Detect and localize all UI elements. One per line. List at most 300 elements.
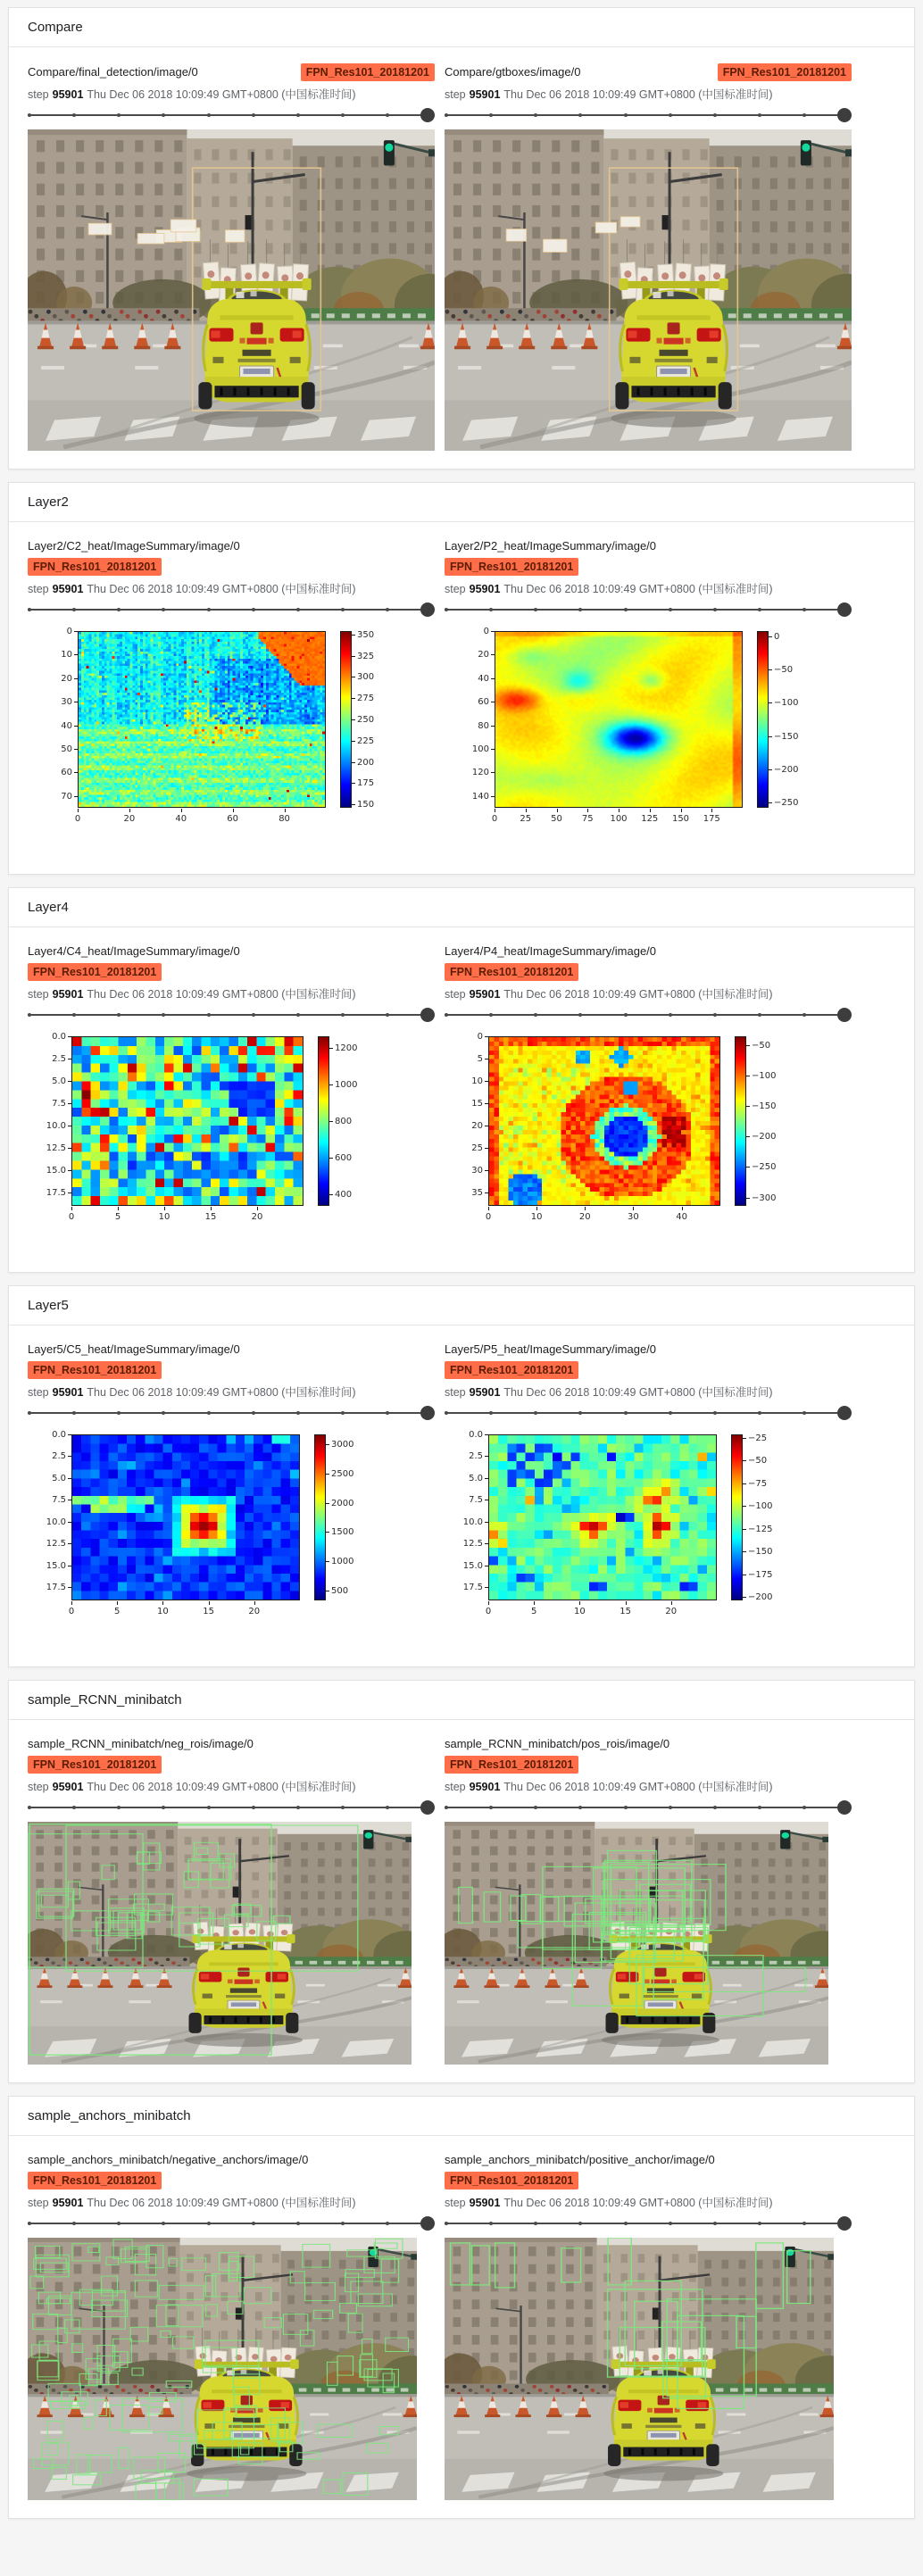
slider-tick	[802, 1806, 806, 1809]
x-axis-tick-label: 0	[485, 1607, 492, 1616]
timestamp: Thu Dec 06 2018 10:09:49 GMT+0800 (中国标准时间)	[87, 1386, 356, 1399]
slider-tick	[162, 113, 165, 117]
y-axis-tick-label: 20	[478, 650, 489, 661]
colorbar-tick	[743, 1529, 746, 1530]
section-Layer5	[8, 1285, 915, 1667]
card-title: sample_anchors_minibatch/positive_anchor/image/0	[445, 2153, 715, 2166]
y-axis-tick-label: 0	[477, 1032, 483, 1042]
slider-tick	[624, 1013, 628, 1017]
colorbar-tick-label: −175	[748, 1569, 773, 1580]
colorbar-tick-label: 200	[357, 757, 375, 768]
x-axis-tick-label: 10	[158, 1212, 170, 1222]
slider-tick	[296, 1411, 300, 1415]
colorbar-tick	[352, 762, 355, 763]
slider-tick	[802, 608, 806, 611]
colorbar-tick	[769, 736, 772, 737]
colorbar-tick-label: 175	[357, 778, 375, 789]
x-axis-tick	[78, 809, 79, 812]
step-value: 95901	[469, 88, 501, 101]
card-head	[445, 63, 852, 81]
colorbar-tick-label: 1000	[331, 1557, 354, 1567]
step-label: step	[445, 988, 466, 1001]
y-axis-tick-label: 2.5	[469, 1451, 483, 1462]
card-title: Compare/gtboxes/image/0	[445, 65, 581, 79]
colorbar-tick	[326, 1474, 329, 1475]
run-tag-badge: FPN_Res101_20181201	[301, 63, 435, 81]
slider-tick	[207, 113, 211, 117]
colorbar-tick-label: 2000	[331, 1498, 354, 1508]
x-axis-tick-label: 15	[204, 1212, 217, 1222]
y-axis-tick-label: 60	[478, 697, 489, 708]
colorbar-tick	[329, 1158, 333, 1159]
slider-tick	[162, 608, 165, 611]
slider-tick	[489, 1411, 493, 1415]
slider-tick	[624, 608, 628, 611]
card-head	[28, 1342, 435, 1379]
colorbar-tick-label: −250	[752, 1162, 777, 1173]
timestamp: Thu Dec 06 2018 10:09:49 GMT+0800 (中国标准时间)	[503, 1386, 773, 1399]
heatmap-plot	[78, 631, 326, 808]
x-axis-tick-label: 10	[530, 1212, 543, 1222]
slider-tick	[489, 1806, 493, 1809]
slider-track	[28, 1807, 428, 1808]
colorbar-tick-label: −150	[774, 731, 799, 742]
colorbar-tick-label: −50	[748, 1456, 768, 1467]
y-axis-tick-label: 10	[471, 1076, 483, 1086]
card-title: Layer2/P2_heat/ImageSummary/image/0	[445, 539, 657, 553]
slider-tick	[445, 1013, 448, 1017]
step-label: step	[28, 1781, 49, 1793]
y-axis-tick	[74, 678, 78, 679]
slider-tick	[669, 1411, 672, 1415]
colorbar-tick	[352, 635, 355, 636]
section-Layer2	[8, 482, 915, 875]
section-Layer4	[8, 887, 915, 1273]
y-axis-tick-label: 40	[478, 673, 489, 684]
x-axis-tick-label: 0	[68, 1212, 75, 1222]
slider-tick	[713, 608, 717, 611]
section-Compare	[8, 7, 915, 469]
step-label: step	[28, 88, 49, 101]
step-value: 95901	[469, 583, 501, 595]
y-axis-tick	[68, 1543, 71, 1544]
y-axis-tick-label: 10	[61, 650, 72, 661]
slider-tick	[72, 113, 76, 117]
card-head	[445, 2152, 852, 2190]
y-axis-tick	[68, 1103, 71, 1104]
slider-tick	[341, 1013, 345, 1017]
step-row	[445, 1778, 852, 1794]
slider-tick	[578, 1411, 582, 1415]
y-axis-tick	[491, 631, 495, 632]
slider-tick	[386, 1806, 389, 1809]
y-axis-tick-label: 0.0	[52, 1430, 66, 1440]
y-axis-tick	[68, 1456, 71, 1457]
step-slider[interactable]	[445, 104, 852, 126]
step-slider[interactable]	[28, 2213, 435, 2234]
slider-tick	[341, 1411, 345, 1415]
card-title: Layer4/P4_heat/ImageSummary/image/0	[445, 944, 657, 958]
slider-tick	[28, 1013, 31, 1017]
x-axis-tick	[633, 1207, 634, 1210]
slider-knob-icon[interactable]	[837, 1008, 852, 1022]
colorbar-tick-label: −50	[774, 665, 794, 676]
slider-tick	[28, 1806, 31, 1809]
colorbar-tick-label: 800	[335, 1117, 353, 1126]
x-axis-tick	[209, 1601, 210, 1605]
slider-knob-icon[interactable]	[420, 1800, 435, 1815]
y-axis-tick-label: 50	[61, 744, 72, 754]
y-axis-tick-label: 0.0	[52, 1032, 66, 1042]
slider-tick	[207, 1411, 211, 1415]
step-slider[interactable]	[28, 1004, 435, 1026]
step-row	[28, 580, 435, 596]
slider-knob-icon[interactable]	[420, 1008, 435, 1022]
section-header-Layer5[interactable]: Layer5	[9, 1286, 914, 1325]
run-tag-badge: FPN_Res101_20181201	[28, 1361, 162, 1379]
run-tag-badge: FPN_Res101_20181201	[28, 558, 162, 576]
slider-tick	[72, 1806, 76, 1809]
slider-track	[445, 609, 845, 611]
step-value: 95901	[52, 88, 84, 101]
step-slider[interactable]	[445, 1402, 852, 1424]
x-axis-tick	[117, 1601, 118, 1605]
slider-tick	[386, 1013, 389, 1017]
x-axis-tick-label: 40	[175, 814, 187, 824]
y-axis-tick	[485, 1081, 488, 1082]
slider-tick	[489, 608, 493, 611]
x-axis-tick-label: 20	[251, 1212, 263, 1222]
x-axis-tick-label: 20	[123, 814, 136, 824]
slider-track	[28, 609, 428, 611]
run-tag-badge: FPN_Res101_20181201	[718, 63, 852, 81]
section-header-Layer2[interactable]: Layer2	[9, 483, 914, 522]
slider-tick	[713, 1013, 717, 1017]
colorbar-tick-label: −100	[774, 698, 799, 709]
timestamp: Thu Dec 06 2018 10:09:49 GMT+0800 (中国标准时间)	[503, 583, 773, 595]
card-head	[445, 1342, 852, 1379]
slider-knob-icon[interactable]	[837, 108, 852, 122]
section-sample_anchors_minibatch	[8, 2096, 915, 2519]
slider-track	[445, 1807, 845, 1808]
timestamp: Thu Dec 06 2018 10:09:49 GMT+0800 (中国标准时间)	[87, 2197, 356, 2209]
slider-knob-icon[interactable]	[837, 1406, 852, 1420]
card-title: Layer5/C5_heat/ImageSummary/image/0	[28, 1342, 240, 1356]
slider-track	[28, 1412, 428, 1414]
slider-knob-icon[interactable]	[837, 602, 852, 617]
slider-tick	[713, 113, 717, 117]
step-value: 95901	[52, 583, 84, 595]
step-slider[interactable]	[28, 104, 435, 126]
street-photo	[445, 129, 852, 451]
slider-tick	[534, 1806, 537, 1809]
slider-tick	[534, 2222, 537, 2225]
step-row	[28, 985, 435, 1001]
colorbar	[731, 1434, 743, 1600]
step-value: 95901	[52, 2197, 84, 2209]
y-axis-tick	[74, 772, 78, 773]
y-axis-tick	[485, 1543, 488, 1544]
colorbar	[314, 1434, 326, 1600]
slider-tick	[758, 1411, 761, 1415]
step-slider[interactable]	[28, 1402, 435, 1424]
timestamp: Thu Dec 06 2018 10:09:49 GMT+0800 (中国标准时间)	[87, 1781, 356, 1793]
slider-tick	[296, 1806, 300, 1809]
colorbar-tick-label: 0	[774, 631, 780, 642]
card-head	[28, 2152, 435, 2190]
card-head	[28, 943, 435, 981]
colorbar-tick	[743, 1460, 746, 1461]
slider-tick	[207, 2222, 211, 2225]
card-head	[28, 1736, 435, 1774]
colorbar-tick-label: 275	[357, 694, 375, 704]
timestamp: Thu Dec 06 2018 10:09:49 GMT+0800 (中国标准时间)	[503, 988, 773, 1001]
x-axis-tick-label: 40	[676, 1212, 687, 1222]
slider-track	[445, 1412, 845, 1414]
colorbar-tick	[769, 802, 772, 803]
heatmap-plot	[495, 631, 743, 808]
street-scene-image	[28, 1822, 412, 2065]
y-axis-tick-label: 15.0	[46, 1165, 66, 1176]
slider-tick	[669, 1013, 672, 1017]
x-axis-tick	[579, 1601, 580, 1605]
timestamp: Thu Dec 06 2018 10:09:49 GMT+0800 (中国标准时间)	[87, 988, 356, 1001]
y-axis-tick	[491, 749, 495, 750]
colorbar-tick	[769, 702, 772, 703]
y-axis-tick	[485, 1170, 488, 1171]
street-scene-image	[445, 1822, 828, 2065]
slider-tick	[252, 113, 255, 117]
image-card	[445, 1342, 852, 1649]
image-card	[28, 2152, 435, 2500]
slider-tick	[117, 2222, 121, 2225]
x-axis-tick-label: 20	[665, 1607, 678, 1616]
slider-tick	[802, 1411, 806, 1415]
y-axis-tick	[485, 1587, 488, 1588]
slider-tick	[669, 2222, 672, 2225]
colorbar	[340, 631, 352, 808]
step-label: step	[28, 1386, 49, 1399]
step-value: 95901	[52, 988, 84, 1001]
card-title: Layer4/C4_heat/ImageSummary/image/0	[28, 944, 240, 958]
y-axis-tick	[485, 1036, 488, 1037]
slider-tick	[28, 2222, 31, 2225]
image-card	[28, 943, 435, 1254]
slider-knob-icon[interactable]	[420, 2216, 435, 2231]
slider-tick	[162, 1806, 165, 1809]
colorbar-tick-label: −100	[748, 1501, 773, 1512]
slider-tick	[28, 1411, 31, 1415]
slider-tick	[162, 1411, 165, 1415]
colorbar-tick	[746, 1167, 750, 1168]
colorbar-tick	[352, 656, 355, 657]
section-content	[9, 1720, 914, 2082]
timestamp: Thu Dec 06 2018 10:09:49 GMT+0800 (中国标准时间)	[87, 88, 356, 101]
y-axis-tick	[491, 772, 495, 773]
colorbar-tick	[743, 1483, 746, 1484]
section-content	[9, 927, 914, 1272]
x-axis-tick	[211, 1207, 212, 1210]
colorbar-tick-label: 2500	[331, 1468, 354, 1479]
slider-knob-icon[interactable]	[837, 1800, 852, 1815]
x-axis-tick	[164, 1207, 165, 1210]
slider-tick	[72, 2222, 76, 2225]
heatmap-figure-C5	[28, 1427, 435, 1625]
slider-tick	[534, 1013, 537, 1017]
slider-tick	[713, 2222, 717, 2225]
slider-knob-icon[interactable]	[837, 2216, 852, 2231]
slider-knob-icon[interactable]	[420, 1406, 435, 1420]
y-axis-tick-label: 12.5	[46, 1539, 66, 1550]
y-axis-tick	[491, 654, 495, 655]
section-header-Layer4[interactable]: Layer4	[9, 888, 914, 927]
step-row	[28, 1778, 435, 1794]
y-axis-tick-label: 10.0	[462, 1517, 483, 1527]
y-axis-tick-label: 7.5	[469, 1495, 483, 1506]
slider-tick	[578, 1013, 582, 1017]
card-head	[445, 538, 852, 576]
run-tag-badge: FPN_Res101_20181201	[28, 2172, 162, 2190]
y-axis-tick-label: 0	[483, 627, 489, 636]
y-axis-tick-label: 2.5	[52, 1451, 66, 1462]
slider-tick	[445, 113, 448, 117]
colorbar-tick	[352, 719, 355, 720]
step-row	[445, 86, 852, 102]
step-slider[interactable]	[445, 599, 852, 620]
slider-tick	[669, 1806, 672, 1809]
y-axis-tick	[491, 726, 495, 727]
y-axis-tick-label: 80	[478, 720, 489, 731]
run-tag-badge: FPN_Res101_20181201	[445, 558, 578, 576]
timestamp: Thu Dec 06 2018 10:09:49 GMT+0800 (中国标准时间)	[87, 583, 356, 595]
image-card	[28, 63, 435, 451]
slider-knob-icon[interactable]	[420, 108, 435, 122]
colorbar-tick	[352, 698, 355, 699]
street-scene-image	[445, 2238, 834, 2500]
slider-tick	[445, 608, 448, 611]
step-row	[28, 1384, 435, 1400]
y-axis-tick	[485, 1103, 488, 1104]
image-card	[445, 538, 852, 856]
slider-tick	[252, 608, 255, 611]
step-label: step	[445, 2197, 466, 2209]
y-axis-tick	[491, 678, 495, 679]
heatmap-canvas	[489, 1037, 719, 1205]
heatmap-figure-C2	[28, 624, 435, 833]
slider-tick	[207, 608, 211, 611]
colorbar-tick-label: 1500	[331, 1527, 354, 1538]
heatmap-figure-P4	[445, 1029, 852, 1231]
x-axis-tick	[587, 809, 588, 812]
slider-tick	[28, 608, 31, 611]
section-header-sample_anchors_minibatch[interactable]: sample_anchors_minibatch	[9, 2097, 914, 2136]
y-axis-tick	[485, 1192, 488, 1193]
y-axis-tick	[74, 654, 78, 655]
y-axis-tick-label: 10.0	[46, 1517, 66, 1527]
x-axis-tick	[711, 809, 712, 812]
colorbar-tick	[352, 783, 355, 784]
colorbar-tick-label: 225	[357, 735, 375, 746]
heatmap-canvas	[79, 632, 325, 807]
step-label: step	[445, 583, 466, 595]
slider-tick	[252, 1013, 255, 1017]
section-header-Compare[interactable]: Compare	[9, 8, 914, 47]
heatmap-plot	[488, 1434, 717, 1600]
slider-tick	[72, 1013, 76, 1017]
card-head	[28, 63, 435, 81]
colorbar-tick	[769, 669, 772, 670]
colorbar-tick-label: −50	[752, 1040, 771, 1051]
slider-track	[445, 114, 845, 116]
card-title: sample_RCNN_minibatch/pos_rois/image/0	[445, 1737, 670, 1750]
section-content	[9, 47, 914, 469]
x-axis-tick	[257, 1207, 258, 1210]
slider-tick	[578, 113, 582, 117]
section-sample_RCNN_minibatch	[8, 1680, 915, 2083]
colorbar-tick-label: −200	[752, 1132, 777, 1143]
section-header-sample_RCNN_minibatch[interactable]: sample_RCNN_minibatch	[9, 1681, 914, 1720]
y-axis-tick-label: 140	[471, 791, 489, 802]
slider-tick	[713, 1411, 717, 1415]
slider-tick	[802, 113, 806, 117]
card-title: Compare/final_detection/image/0	[28, 65, 198, 79]
slider-tick	[252, 1806, 255, 1809]
step-label: step	[28, 583, 49, 595]
step-value: 95901	[469, 2197, 501, 2209]
x-axis-tick	[526, 809, 527, 812]
y-axis-tick-label: 12.5	[46, 1143, 66, 1153]
y-axis-tick	[485, 1456, 488, 1457]
y-axis-tick	[68, 1036, 71, 1037]
image-card	[28, 538, 435, 856]
slider-tick	[489, 1013, 493, 1017]
slider-track	[28, 1014, 428, 1016]
street-scene-image	[445, 129, 852, 451]
sections-root	[8, 7, 915, 2519]
x-axis-tick-label: 15	[619, 1607, 631, 1616]
slider-tick	[758, 113, 761, 117]
x-axis-tick	[626, 1601, 627, 1605]
colorbar-tick-label: 1200	[335, 1043, 358, 1054]
x-axis-tick	[118, 1207, 119, 1210]
run-tag-badge: FPN_Res101_20181201	[445, 2172, 578, 2190]
step-slider[interactable]	[28, 1797, 435, 1818]
colorbar-tick	[746, 1136, 750, 1137]
colorbar-tick	[352, 741, 355, 742]
colorbar-tick	[746, 1198, 750, 1199]
run-tag-badge: FPN_Res101_20181201	[445, 1756, 578, 1774]
slider-knob-icon[interactable]	[420, 602, 435, 617]
step-slider[interactable]	[445, 1004, 852, 1026]
slider-tick	[162, 2222, 165, 2225]
y-axis-tick	[68, 1478, 71, 1479]
colorbar-tick-label: 600	[335, 1152, 353, 1163]
colorbar-tick	[769, 769, 772, 770]
x-axis-tick	[650, 809, 651, 812]
timestamp: Thu Dec 06 2018 10:09:49 GMT+0800 (中国标准时间)	[503, 1781, 773, 1793]
slider-tick	[252, 1411, 255, 1415]
x-axis-tick	[71, 1601, 72, 1605]
step-slider[interactable]	[445, 2213, 852, 2234]
step-slider[interactable]	[28, 599, 435, 620]
colorbar-tick-label: 300	[357, 672, 375, 683]
slider-tick	[207, 1806, 211, 1809]
colorbar	[757, 631, 769, 808]
step-slider[interactable]	[445, 1797, 852, 1818]
colorbar-tick-label: −150	[748, 1547, 773, 1558]
timestamp: Thu Dec 06 2018 10:09:49 GMT+0800 (中国标准时间)	[503, 2197, 773, 2209]
slider-tick	[624, 2222, 628, 2225]
